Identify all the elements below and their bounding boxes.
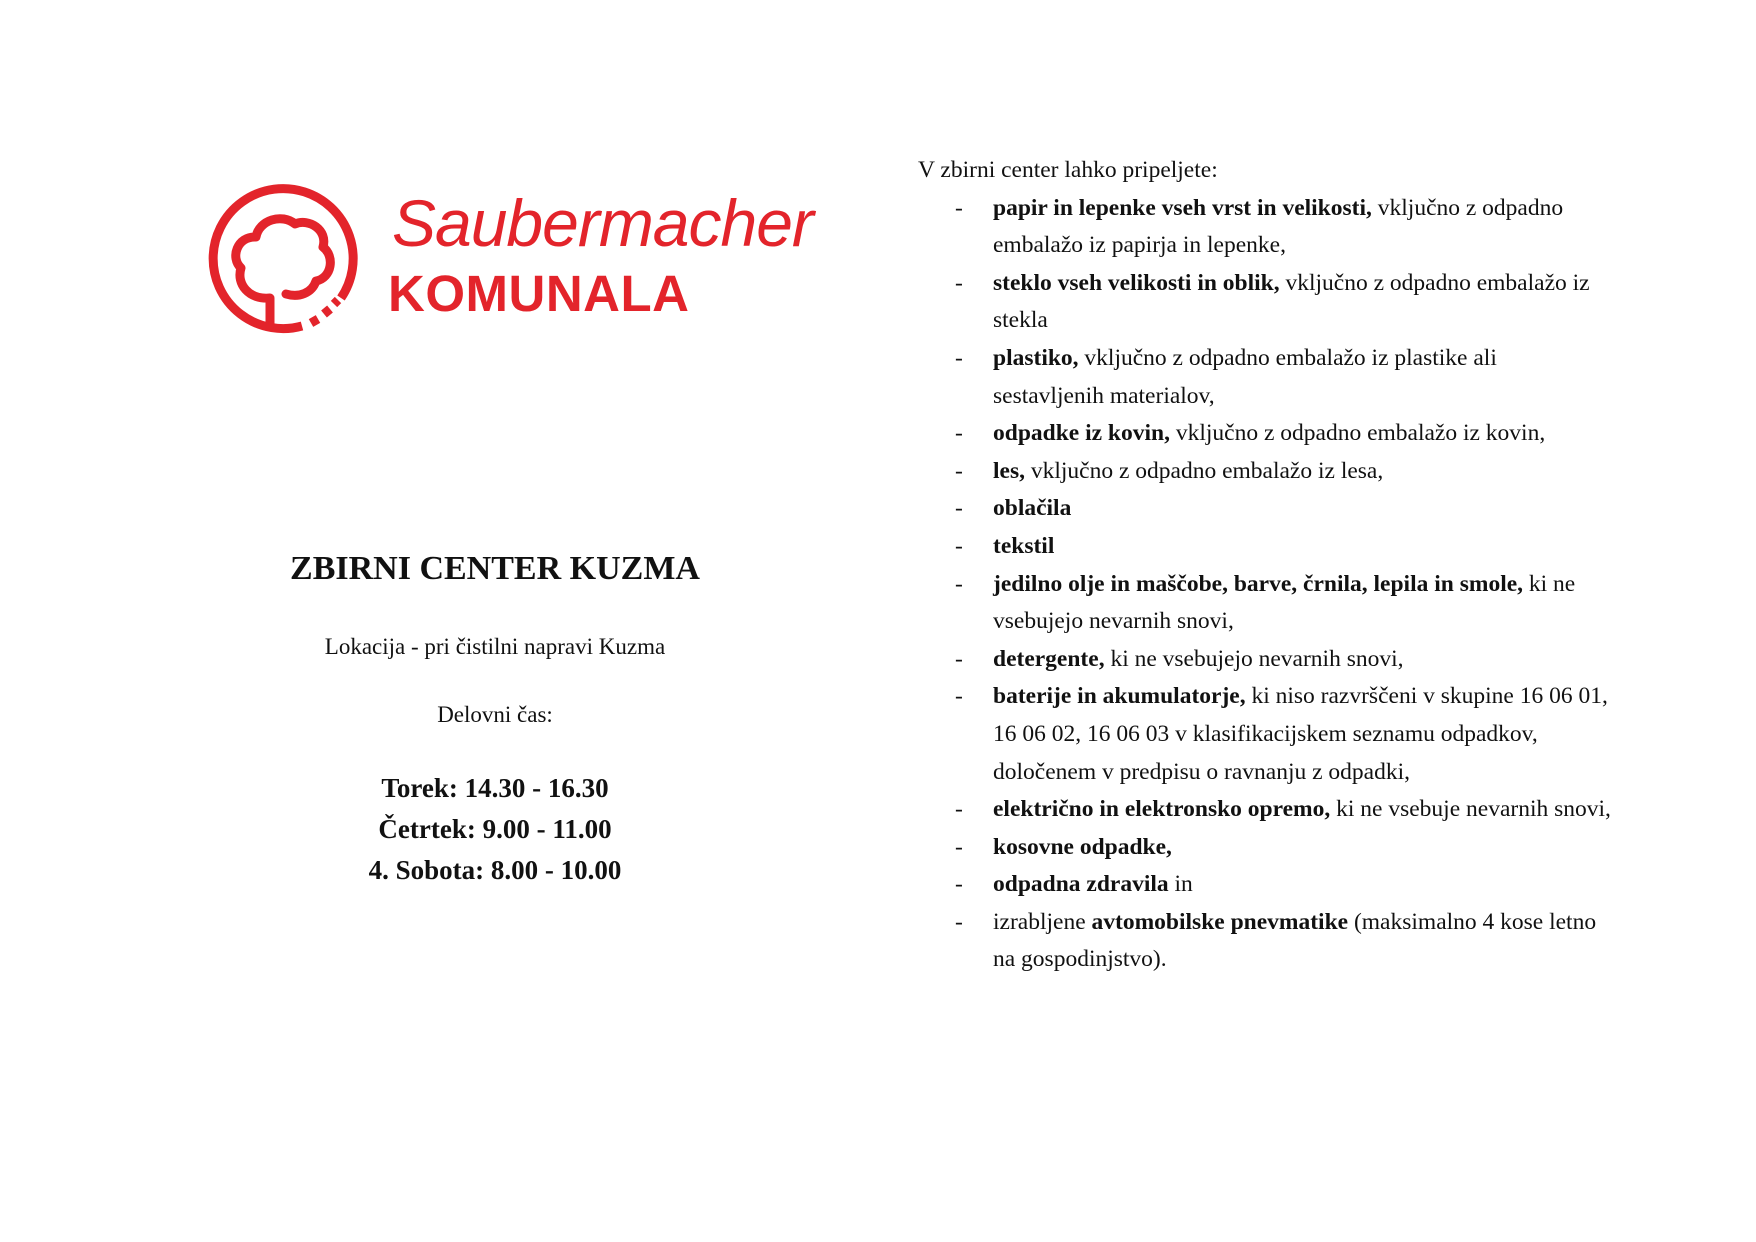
item-rest: vključno z odpadno embalažo iz lesa, [1024, 457, 1384, 484]
hours-tuesday: Torek: 14.30 - 16.30 [381, 773, 609, 803]
list-item [918, 415, 1613, 453]
hours-label: Delovni čas: [437, 702, 553, 727]
item-bold: avtomobilske pnevmatike [1091, 908, 1349, 935]
list-item [918, 453, 1613, 491]
bullet-dash: - [955, 495, 963, 522]
item-bold: odpadke iz kovin, [993, 420, 1170, 447]
saubermacher-tree-icon [204, 180, 364, 340]
item-rest: (maksimalno 4 kose letno na gospodinjstvo). [993, 908, 1597, 973]
item-bold: baterije in akumulatorje, [993, 683, 1246, 710]
item-rest: vključno z odpadno embalažo iz plastike ali sestavljenih materialov, [993, 344, 1497, 409]
opening-hours [170, 768, 820, 891]
item-bold: papir in lepenke vseh vrst in velikosti, [993, 194, 1372, 221]
accepted-waste-section [918, 152, 1638, 979]
item-rest: vključno z odpadno embalažo iz papirja in lepenke, [993, 194, 1564, 259]
list-item [918, 866, 1613, 904]
list-item [918, 566, 1613, 641]
list-item [918, 904, 1613, 979]
list-item [918, 641, 1613, 679]
list-item [918, 678, 1613, 791]
list-item [918, 190, 1613, 265]
bullet-dash: - [955, 796, 963, 823]
item-rest: vključno z odpadno embalažo iz stekla [993, 269, 1590, 334]
item-bold: detergente, [993, 645, 1105, 672]
item-rest: vključno z odpadno embalažo iz kovin, [1169, 420, 1546, 447]
bullet-dash: - [955, 532, 963, 559]
item-rest: ki ne vsebujejo nevarnih snovi, [993, 570, 1576, 635]
bullet-dash: - [955, 833, 963, 860]
item-bold: električno in elektronsko opremo, [993, 796, 1331, 823]
bullet-dash: - [955, 683, 963, 710]
page-title: ZBIRNI CENTER KUZMA [290, 550, 700, 587]
item-bold: tekstil [993, 532, 1055, 559]
item-rest: ki niso razvrščeni v skupine 16 06 01, 16 06 02, 16 06 03 v klasifikacijskem seznamu odpadkov, določenem v predpisu o ravnanju z odpadki, [993, 683, 1608, 785]
intro-text: V zbirni center lahko pripeljete: [918, 157, 1218, 183]
bullet-dash: - [955, 908, 963, 935]
list-item [918, 829, 1613, 867]
hours-saturday: 4. Sobota: 8.00 - 10.00 [368, 855, 622, 885]
item-bold: odpadna zdravila [993, 871, 1169, 898]
list-item [918, 791, 1613, 829]
bullet-dash: - [955, 269, 963, 296]
list-item [918, 340, 1613, 415]
list-item [918, 528, 1613, 566]
item-rest: in [1168, 871, 1193, 898]
item-bold: kosovne odpadke, [993, 833, 1172, 860]
bullet-dash: - [955, 570, 963, 597]
location-text: Lokacija - pri čistilni napravi Kuzma [324, 634, 666, 659]
bullet-dash: - [955, 457, 963, 484]
bullet-dash: - [955, 871, 963, 898]
brand-subtitle: KOMUNALA [388, 265, 690, 322]
bullet-dash: - [955, 194, 963, 221]
accepted-waste-list [918, 190, 1638, 979]
item-bold: plastiko, [993, 344, 1079, 371]
list-item [918, 265, 1613, 340]
item-rest: ki ne vsebujejo nevarnih snovi, [1104, 645, 1404, 672]
bullet-dash: - [955, 344, 963, 371]
item-bold: steklo vseh velikosti in oblik, [993, 269, 1280, 296]
item-bold: oblačila [993, 495, 1072, 522]
list-item [918, 490, 1613, 528]
company-logo [204, 180, 813, 340]
hours-thursday: Četrtek: 9.00 - 11.00 [378, 814, 612, 844]
item-bold: jedilno olje in maščobe, barve, črnila, lepila in smole, [993, 570, 1524, 597]
item-bold: les, [993, 457, 1025, 484]
bullet-dash: - [955, 645, 963, 672]
brand-name: Saubermacher [392, 186, 813, 260]
item-rest: ki ne vsebuje nevarnih snovi, [1330, 796, 1611, 823]
item-prefix: izrabljene [993, 908, 1092, 935]
bullet-dash: - [955, 420, 963, 447]
